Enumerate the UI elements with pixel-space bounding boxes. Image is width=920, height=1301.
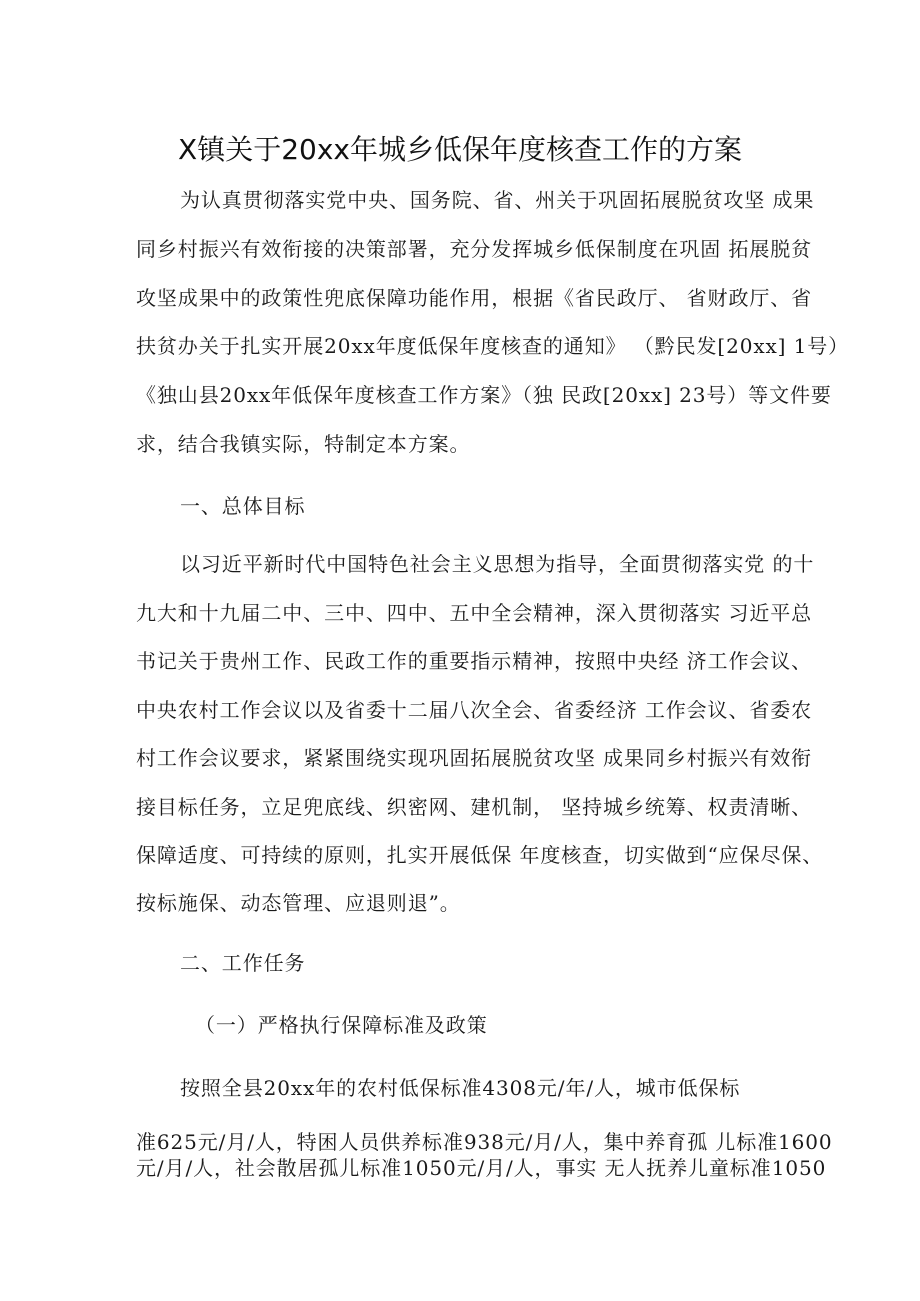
intro-line: 《独山县20xx年低保年度核查工作方案》（独 民政[20xx] 23号）等文件要	[136, 383, 832, 407]
body-line: 按照全县20xx年的农村低保标准4308元/年/人，城市低保标	[180, 1076, 741, 1100]
body-line: 保障适度、可持续的原则，扎实开展低保 年度核查，切实做到“应保尽保、	[136, 843, 824, 867]
document-title: X镇关于20xx年城乡低保年度核查工作的方案	[178, 133, 742, 166]
intro-line: 攻坚成果中的政策性兜底保障功能作用，根据《省民政厅、 省财政厅、省	[136, 286, 813, 310]
body-line: 九大和十九届二中、三中、四中、五中全会精神，深入贯彻落实 习近平总	[136, 601, 813, 625]
body-line: 按标施保、动态管理、应退则退”。	[136, 891, 461, 915]
intro-line: 同乡村振兴有效衔接的决策部署，充分发挥城乡低保制度在巩固 拓展脱贫	[136, 237, 813, 261]
body-line: 村工作会议要求，紧紧围绕实现巩固拓展脱贫攻坚 成果同乡村振兴有效衔	[136, 746, 813, 770]
body-line: 接目标任务，立足兜底线、织密网、建机制， 坚持城乡统筹、权责清晰、	[136, 795, 813, 819]
body-line: 中央农村工作会议以及省委十二届八次全会、省委经济 工作会议、省委农	[136, 698, 813, 722]
intro-line: 为认真贯彻落实党中央、国务院、省、州关于巩固拓展脱贫攻坚 成果	[180, 188, 815, 212]
subsection-heading: （一）严格执行保障标准及政策	[195, 1013, 488, 1037]
body-line: 元/月/人，社会散居孤儿标准1050元/月/人，事实 无人抚养儿童标准1050	[136, 1156, 827, 1180]
intro-line: 求，结合我镇实际，特制定本方案。	[136, 432, 471, 456]
body-line: 以习近平新时代中国特色社会主义思想为指导，全面贯彻落实党 的十	[180, 552, 815, 576]
section-heading: 一、总体目标	[180, 494, 306, 518]
body-line: 书记关于贵州工作、民政工作的重要指示精神，按照中央经 济工作会议、	[136, 649, 813, 673]
body-line: 准625元/月/人，特困人员供养标准938元/月/人，集中养育孤 儿标准1600	[136, 1130, 833, 1154]
section-heading: 二、工作任务	[180, 951, 306, 975]
intro-line: 扶贫办关于扎实开展20xx年度低保年度核查的通知》 （黔民发[20xx] 1号）	[136, 334, 850, 358]
